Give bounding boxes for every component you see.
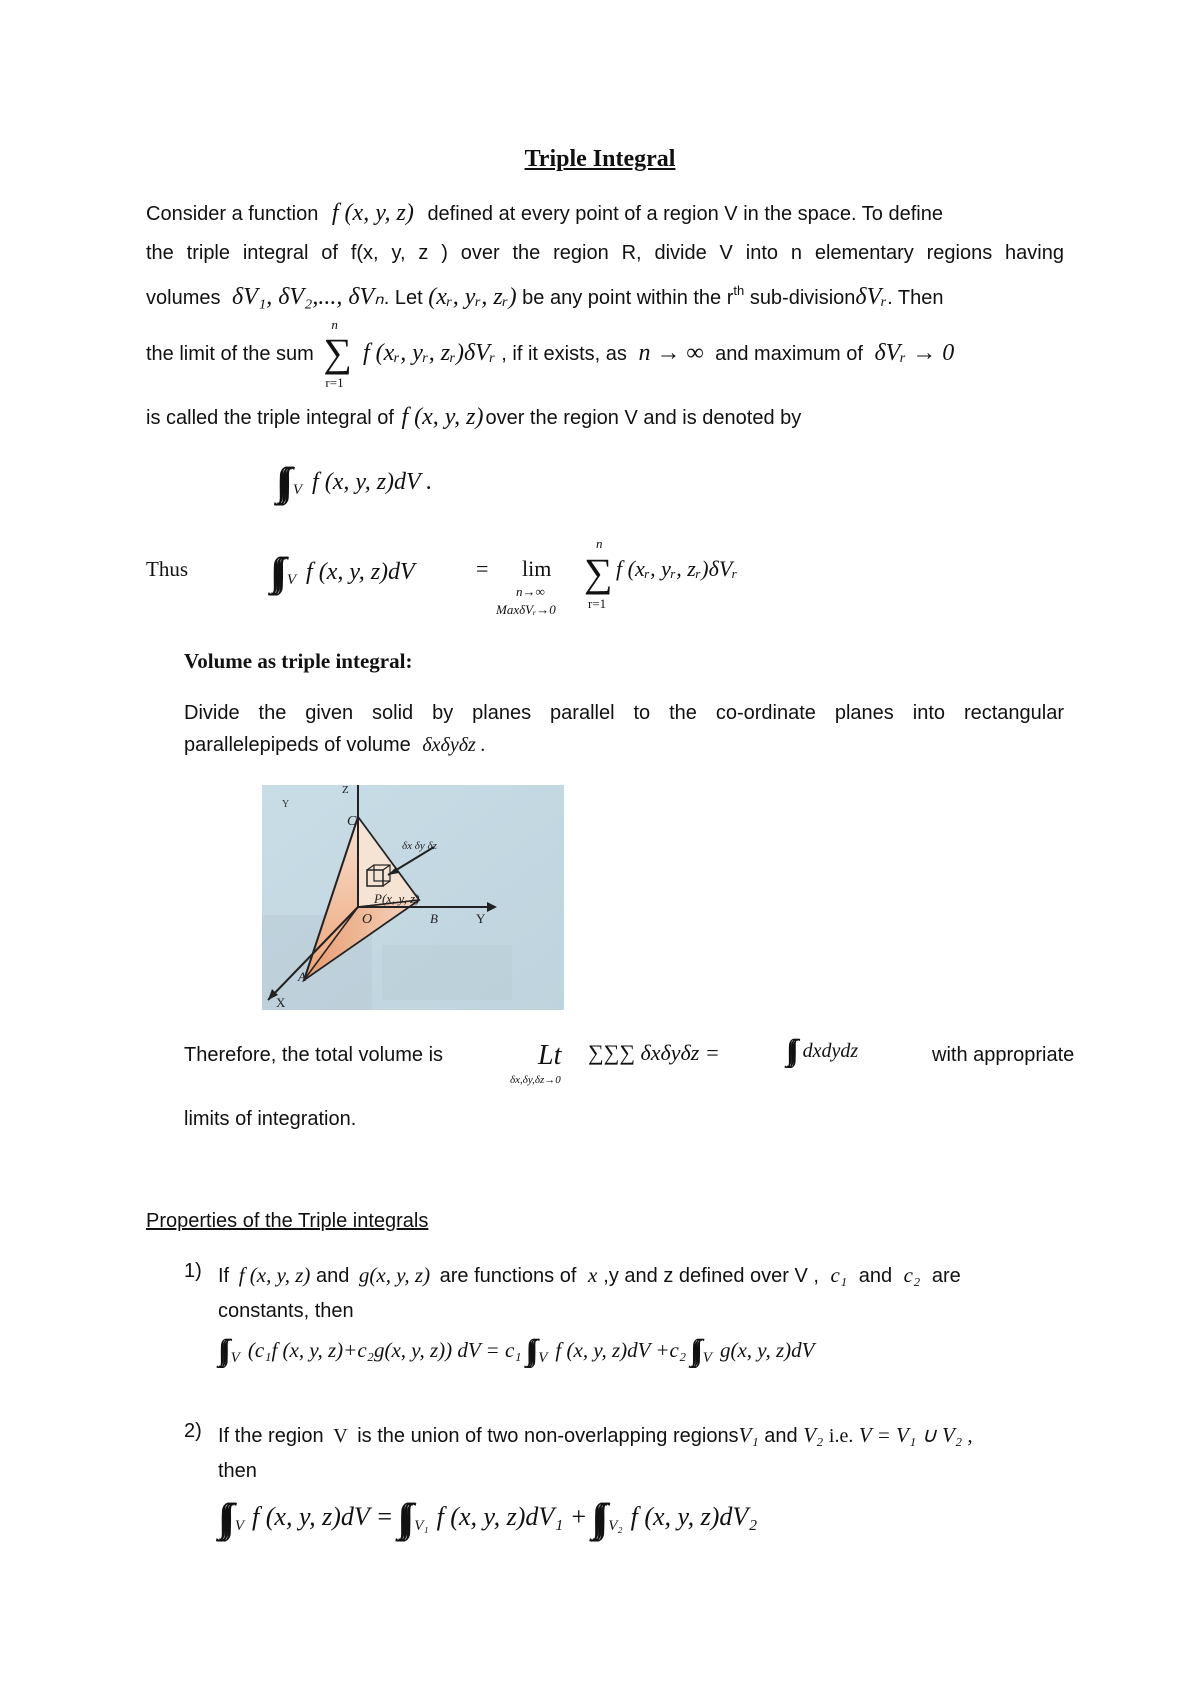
text: is the union of two non-overlapping regions [357,1425,739,1447]
intro-line-3 [146,276,1064,313]
sum-upper-limit: n [596,536,603,551]
property-2-line-2 [218,1456,1064,1486]
property-1-line-1 [218,1260,1064,1291]
sigma-symbol: ∑ [584,550,613,595]
text: over the region V and is denoted by [485,407,802,429]
intro-line-5 [146,402,1064,433]
triple-integral-symbol: ∫∫∫ [786,1034,793,1067]
integral-subscript: V₂ [608,1518,623,1534]
property-1-line-2 [218,1296,1064,1326]
tetrahedron-diagram [262,785,564,1010]
limit-condition-1: n→∞ [516,584,545,599]
math-inline: δVᵣ → 0 [874,340,955,366]
math-display: g(x, y, z)dV [719,1338,815,1362]
math-inline: ∑∑∑ δxδyδz = [588,1040,720,1065]
text: the limit of the sum [146,343,314,365]
text: defined at every point of a region V in the space. To define [427,203,943,225]
triple-integral-dxdydz [786,1034,858,1068]
display-equation-1 [276,458,432,505]
math-inline: δV₁, δV₂,..., δVₙ [232,284,384,310]
triple-integral-symbol: ∫∫∫ [218,1334,225,1367]
triple-integral-symbol: ∫∫∫ [270,549,279,594]
text: If the region [218,1425,324,1447]
integral-subscript: V [538,1350,548,1366]
math-inline: c₁ [830,1263,848,1287]
tetrahedron-figure [262,785,564,1010]
math-display: f (xᵣ, yᵣ, zᵣ)δVᵣ [616,556,738,581]
volume-para-1 [184,698,1064,728]
math-inline: δxδyδz . [422,734,486,756]
text: and [315,1265,350,1287]
math-inline: n → ∞ [638,340,704,366]
triple-integral-symbol: ∫∫∫ [525,1334,533,1367]
text: parallelepipeds of volume [184,734,411,756]
math-inline: (xᵣ, yᵣ, zᵣ) [428,284,517,310]
triple-integral-symbol: ∫∫∫ [276,459,285,504]
axis-label-x: X [276,995,286,1010]
text: sub-division [749,287,856,309]
point-label-p: P(x, y, z) [374,891,420,906]
limit-operator: lim [522,556,552,581]
math-inline: f (xᵣ, yᵣ, zᵣ)δVᵣ [362,340,496,366]
text: and maximum of [715,343,863,365]
limit-lt: Lt [538,1040,562,1071]
text: . Let [383,287,423,309]
property-2-line-1 [218,1420,1064,1451]
list-number: 1) [184,1260,202,1282]
integral-subscript: V [286,572,297,588]
text: are functions of [439,1265,577,1287]
text: Consider a function [146,203,319,225]
vertex-label-b: B [430,911,438,926]
text: constants, then [218,1300,354,1322]
triple-integral-symbol: ∫∫∫ [218,1495,227,1540]
text: i.e. [828,1425,854,1447]
integral-subscript: V₁ [414,1518,429,1534]
math-inline: c₂ [903,1263,921,1287]
math-display: f (x, y, z)dV [306,559,415,585]
thus-label: Thus [146,557,188,581]
box-label: δx δy δz [402,840,437,852]
math-inline: V = V₁ ∪ V₂ , [858,1423,973,1447]
integral-subscript: V [230,1350,240,1366]
intro-line-1 [146,198,1064,229]
text: limits of integration. [184,1108,357,1130]
limit-condition-2: MaxδVᵣ→0 [496,602,556,617]
math-inline: V₂ [803,1423,824,1447]
math-display: f (x, y, z)dV = [252,1502,394,1531]
superscript: th [733,283,745,298]
therefore-text-end: with appropriate [932,1044,1075,1066]
triple-integral-symbol: ∫∫∫ [397,1495,407,1540]
text: and [858,1265,893,1287]
text: Divide the given solid by planes parallel to the co-ordinate planes into rectangular [184,702,1064,724]
axis-label-z: Z [342,785,349,796]
text: the triple integral of f(x, y, z ) over the region R, divide V into n elementary regions having [146,242,1064,264]
text: then [218,1460,257,1482]
intro-line-4 [146,317,1064,394]
math-display: f (x, y, z)dV +c₂ [555,1338,687,1362]
math-inline: dxdydz [802,1040,859,1062]
text: is called the triple integral of [146,407,394,429]
property-1-equation [218,1334,814,1368]
section-heading: Volume as triple integral: [184,649,413,673]
text: volumes [146,287,221,309]
sum-lower-limit: r=1 [325,375,344,390]
math-inline: δVᵣ [855,284,888,310]
thus-lhs [270,548,415,595]
math-inline: f (x, y, z) [331,200,414,226]
text: , if it exists, as [501,343,627,365]
math-inline: f (x, y, z) [238,1263,311,1287]
equals-sign: = [476,556,489,581]
text: ,y and z defined over V , [603,1265,819,1287]
limit-lt-condition: δx,δy,δz→0 [510,1074,561,1086]
math-inline: V₁ [738,1423,759,1447]
math-display: f (x, y, z)dV . [312,469,433,495]
integral-subscript: V [292,482,303,498]
text: are [931,1265,961,1287]
properties-heading [146,1206,1064,1236]
math-inline: x [587,1263,598,1287]
text: Properties of the Triple integrals [146,1210,429,1232]
text: If [218,1265,230,1287]
math-inline: f (x, y, z) [401,404,484,430]
vertex-label-c: C [347,814,357,829]
vertex-label-a: A [298,969,306,984]
math-inline: g(x, y, z) [358,1263,431,1287]
integral-subscript: V [702,1350,712,1366]
math-display: (c₁f (x, y, z)+c₂g(x, y, z)) dV = c₁ [247,1338,522,1362]
faint-label: Y [282,799,290,810]
axis-label-y: Y [476,911,486,926]
sigma-symbol: ∑ [323,330,352,375]
math-display: f (x, y, z)dV₁ + [436,1502,588,1531]
text: and [764,1425,798,1447]
origin-label-o: O [362,912,373,927]
summation [323,317,353,390]
sum-upper-limit: n [331,317,338,332]
limits-line [184,1104,1064,1134]
intro-line-2 [146,238,1064,268]
triple-integral-symbol: ∫∫∫ [591,1495,601,1540]
text: be any point within the r [522,287,734,309]
property-2-equation [218,1494,757,1541]
page-title: Triple Integral [524,146,676,172]
integral-subscript: V [234,1518,245,1534]
list-number: 2) [184,1420,202,1442]
math-display: f (x, y, z)dV₂ [630,1502,758,1531]
triple-integral-symbol: ∫∫∫ [690,1334,697,1367]
text: . Then [887,287,944,309]
volume-para-2 [184,730,1064,760]
therefore-text: Therefore, the total volume is [184,1044,444,1066]
sum-lower-limit: r=1 [588,596,607,611]
math-inline: V [333,1425,348,1447]
